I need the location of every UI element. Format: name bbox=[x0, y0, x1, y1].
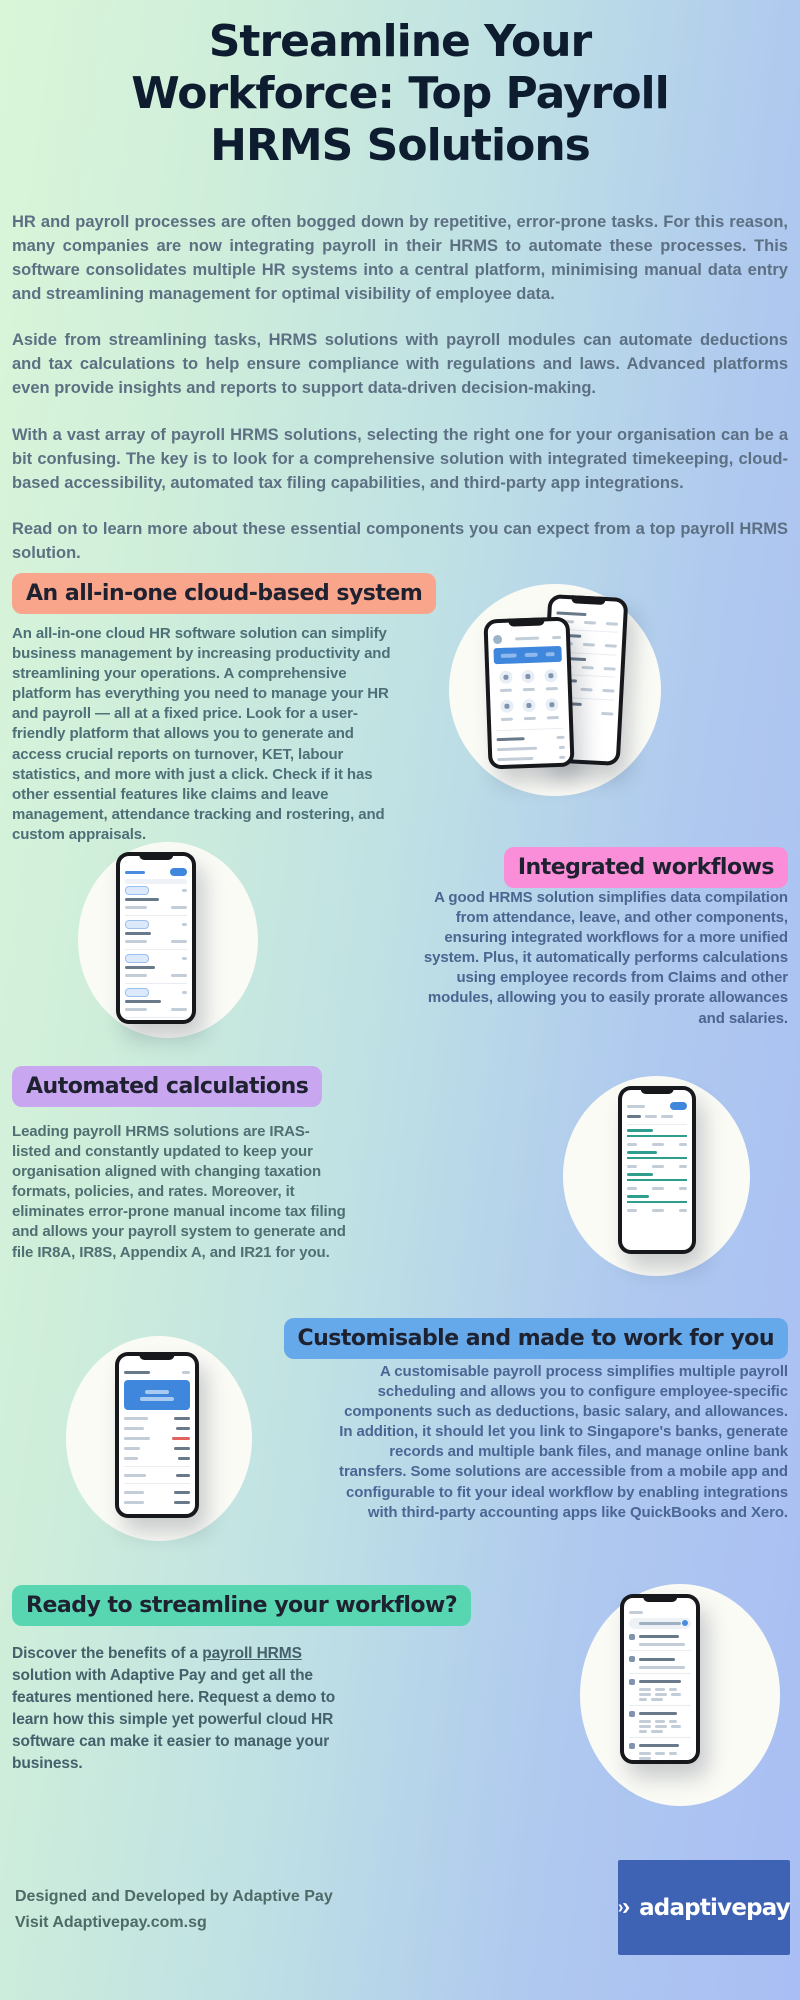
all-in-one-system-body: An all-in-one cloud HR software solution can simplify business management by increasing productivity and streamlining your operations. A comprehensive platform has everything you need to manage your HR and payroll — all at a fixed price. Look for a user-friendly platform that allows you to generate and access crucial reports on turnover, KET, labour statistics, and more with just a click. Check if it has other essential features like claims and leave management, attendance tracking and rostering, and custom appraisals. bbox=[12, 625, 391, 843]
intro-paragraph-2: Aside from streamlining tasks, HRMS solutions with payroll modules can automate deductions and tax calculations to help ensure compliance with regulations and laws. Advanced platforms even provide insights and reports to support data-driven decision-making. bbox=[12, 331, 788, 398]
claim-status-badge bbox=[125, 954, 149, 963]
date-range-selector bbox=[629, 1618, 691, 1629]
payslip-summary-card bbox=[124, 1380, 190, 1410]
page-title: Streamline Your Workforce: Top Payroll HRMS Solutions bbox=[131, 16, 669, 171]
heading-all-in-one-system: An all-in-one cloud-based system bbox=[12, 573, 436, 614]
dashboard-banner bbox=[493, 646, 562, 664]
phone-notch bbox=[571, 595, 605, 605]
footer-credit-line-1: Designed and Developed by Adaptive Pay bbox=[15, 1888, 333, 1905]
automated-calculations-body: Leading payroll HRMS solutions are IRAS-listed and constantly updated to keep your organisation aligned with changing taxation formats, policies, and rates. Moreover, it eliminates error-prone manual income tax filing and allows your payroll system to generate and file IR8A, IR8S, Appendix A, and IR21 for you. bbox=[12, 1123, 346, 1261]
phone-mockup-dashboard-front bbox=[483, 617, 574, 770]
phone-notch bbox=[641, 1086, 674, 1094]
payroll-hrms-link[interactable]: payroll HRMS bbox=[202, 1645, 302, 1662]
submit-button bbox=[670, 1102, 687, 1110]
footer-credit-line-2: Visit Adaptivepay.com.sg bbox=[15, 1913, 207, 1931]
claim-status-badge bbox=[125, 988, 149, 997]
phone-mockup-claims-list bbox=[116, 852, 196, 1024]
claim-status-badge bbox=[125, 920, 149, 929]
calendar-day-icon bbox=[629, 1711, 635, 1717]
intro-text bbox=[12, 210, 788, 587]
heading-ready-to-streamline: Ready to streamline your workflow? bbox=[12, 1585, 471, 1626]
app-module-icon bbox=[523, 699, 536, 712]
customisable-body: A customisable payroll process simplifies multiple payroll scheduling and allows you to configure employee-specific components such as deductions, basic salary, and allowances. In addition, it should let you link to Singapore's banks, generate records and multiple bank files, and manage online bank transfers. Some solutions are accessible from a mobile app and configurable to fit your ideal workflow by enabling integrations with third-party accounting apps like QuickBooks and Xero. bbox=[339, 1363, 788, 1521]
phone-notch bbox=[643, 1594, 677, 1602]
claim-status-badge bbox=[125, 886, 149, 895]
adaptivepay-logo[interactable] bbox=[618, 1860, 790, 1955]
app-module-icon bbox=[499, 671, 512, 684]
calendar-dot-icon bbox=[682, 1620, 688, 1626]
intro-paragraph-3: With a vast array of payroll HRMS solutions, selecting the right one for your organisation can be a bit confusing. The key is to look for a comprehensive solution with integrated timekeeping, cloud-based accessibility, automated tax filing capabilities, and third-party app integrations. bbox=[12, 425, 788, 492]
integrated-workflows-body: A good HRMS solution simplifies data compilation from attendance, leave, and other components, ensuring integrated workflows for a more unified system. Plus, it automatically performs calculations using employee records from Claims and other modules, allowing you to easily prorate allowances and salaries. bbox=[423, 889, 788, 1027]
heading-integrated-workflows: Integrated workflows bbox=[504, 847, 788, 888]
calendar-day-icon bbox=[629, 1679, 635, 1685]
intro-paragraph-1: HR and payroll processes are often bogged down by repetitive, error-prone tasks. For this reason, many companies are now integrating payroll in their HRMS to automate these processes. This software consolidates multiple HR systems into a central platform, minimising manual data entry and streamlining management for optimal visibility of employee data. bbox=[12, 213, 788, 304]
claim-add-button bbox=[170, 868, 187, 876]
cta-body-pre: Discover the benefits of a bbox=[12, 1645, 203, 1662]
phone-mockup-tax-forms bbox=[618, 1086, 696, 1254]
intro-paragraph-4: Read on to learn more about these essential components you can expect from a top payroll HRMS solution. bbox=[12, 519, 788, 562]
app-module-icon bbox=[522, 670, 535, 683]
avatar bbox=[493, 635, 502, 644]
phone-notch bbox=[139, 852, 173, 860]
calendar-day-icon bbox=[629, 1743, 635, 1749]
phone-mockup-schedule bbox=[620, 1594, 700, 1764]
cta-body-post: solution with Adaptive Pay and get all the features mentioned here. Request a demo to learn how this simple yet powerful cloud HR software can make it easier to manage your business. bbox=[12, 1667, 336, 1772]
footer-credit bbox=[15, 1884, 333, 1935]
heading-automated-calculations: Automated calculations bbox=[12, 1066, 322, 1107]
app-module-icon bbox=[544, 669, 557, 682]
heading-customisable: Customisable and made to work for you bbox=[284, 1318, 789, 1359]
phone-notch bbox=[508, 617, 544, 626]
app-module-icon bbox=[500, 700, 513, 713]
calendar-day-icon bbox=[629, 1656, 635, 1662]
calendar-day-icon bbox=[629, 1634, 635, 1640]
double-chevron-icon bbox=[618, 1895, 632, 1921]
cta-body bbox=[12, 1643, 352, 1775]
app-module-icon bbox=[545, 698, 558, 711]
phone-notch bbox=[139, 1352, 174, 1360]
dashboard-icon-grid bbox=[494, 666, 564, 726]
logo-wordmark: adaptivepay bbox=[639, 1894, 790, 1921]
phone-mockup-payslip bbox=[115, 1352, 199, 1518]
